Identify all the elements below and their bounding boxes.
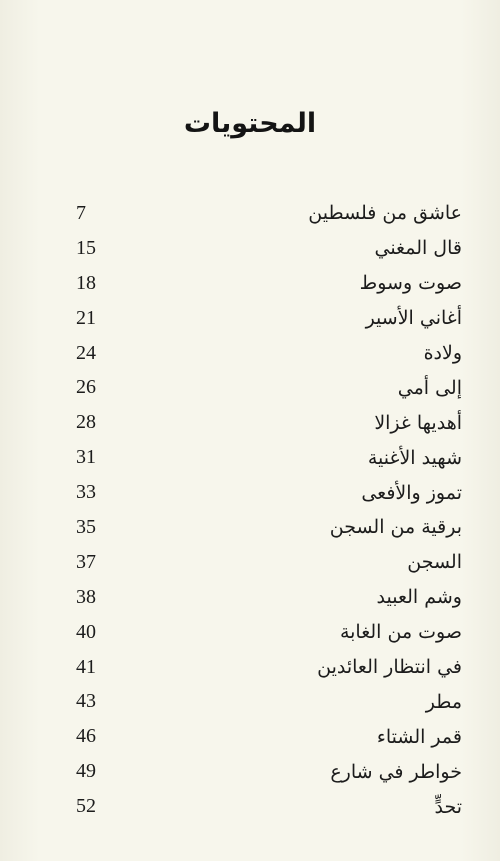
toc-entry	[76, 231, 462, 266]
toc-entry-title: وشم العبيد	[376, 586, 462, 609]
toc-entry-title: ولادة	[423, 342, 462, 364]
toc-entry-page: 33	[76, 481, 96, 504]
toc-entry	[76, 580, 462, 615]
toc-entry-page: 31	[76, 446, 96, 469]
toc-entry-title: مطر	[425, 690, 462, 713]
toc-entry-title: عاشق من فلسطين	[308, 202, 462, 225]
toc-entry-page: 28	[76, 411, 96, 434]
toc-entry-title: تموز والأفعى	[361, 481, 462, 504]
toc-entry-page: 38	[76, 585, 96, 608]
toc-entry-title: قال المغني	[374, 237, 462, 260]
toc-entry-title: صوت من الغابة	[339, 621, 462, 644]
toc-entry-page: 7	[76, 201, 86, 224]
toc-entry-title: أغاني الأسير	[365, 307, 462, 330]
toc-entry	[76, 301, 462, 336]
toc-entry-page: 24	[76, 341, 96, 364]
toc-entry-title: أهديها غزالا	[374, 411, 462, 434]
toc-entry-page: 41	[76, 655, 96, 678]
page-title: المحتويات	[183, 108, 317, 139]
toc-entry-page: 49	[76, 760, 96, 783]
toc-entry-page: 15	[76, 236, 96, 259]
toc-entry-page: 40	[76, 620, 96, 643]
toc-entry	[76, 719, 462, 754]
table-of-contents	[76, 196, 462, 824]
toc-entry	[76, 754, 462, 789]
toc-entry-title: شهيد الأغنية	[367, 446, 462, 469]
toc-entry	[76, 545, 462, 580]
toc-entry-title: خواطر في شارع	[330, 760, 462, 783]
toc-entry-title: السجن	[407, 551, 462, 574]
toc-entry-title: برقية من السجن	[329, 516, 462, 539]
toc-entry	[76, 336, 462, 371]
toc-entry-page: 46	[76, 725, 96, 748]
toc-entry	[76, 370, 462, 405]
toc-entry-page: 52	[76, 795, 96, 818]
toc-entry-title: إلى أمي	[397, 376, 462, 399]
toc-entry	[76, 684, 462, 719]
toc-entry	[76, 405, 462, 440]
toc-entry	[76, 615, 462, 650]
toc-entry-page: 26	[76, 376, 96, 399]
toc-entry-title: في انتظار العائدين	[317, 656, 462, 679]
toc-entry-page: 21	[76, 306, 96, 329]
toc-entry	[76, 475, 462, 510]
toc-entry-page: 35	[76, 515, 96, 538]
toc-entry	[76, 440, 462, 475]
toc-entry	[76, 789, 462, 824]
toc-entry-title: قمر الشتاء	[376, 725, 462, 748]
toc-entry	[76, 650, 462, 685]
toc-entry-title: صوت وسوط	[359, 272, 462, 295]
toc-entry-page: 37	[76, 550, 96, 573]
toc-entry-page: 18	[76, 271, 96, 294]
toc-entry-title: تحدٍّ	[434, 795, 462, 818]
toc-entry	[76, 196, 462, 231]
toc-entry-page: 43	[76, 690, 96, 713]
toc-entry	[76, 266, 462, 301]
toc-entry	[76, 510, 462, 545]
